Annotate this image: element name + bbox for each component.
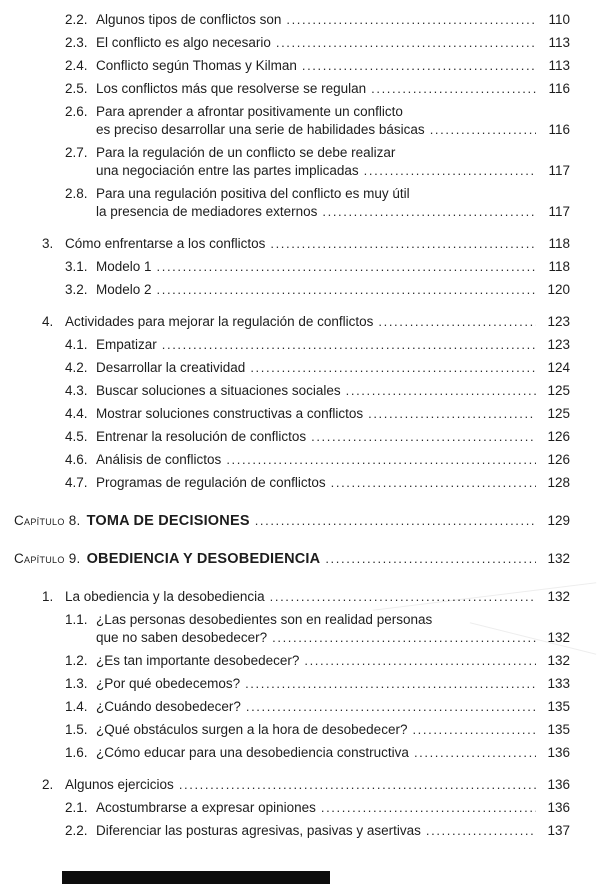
page-number: 125 xyxy=(547,406,570,421)
entry-title: El conflicto es algo necesario xyxy=(96,35,271,50)
dot-leader xyxy=(368,405,536,423)
page-number: 136 xyxy=(547,777,570,792)
dot-leader xyxy=(245,675,536,693)
page-number: 117 xyxy=(548,204,570,219)
entry-title: ¿Las personas desobedientes son en realidad personas xyxy=(96,612,433,627)
entry-number: 4.6. xyxy=(65,452,88,467)
toc-entry xyxy=(65,359,570,377)
entry-title: Entrenar la resolución de conflictos xyxy=(96,429,307,444)
toc-entry xyxy=(65,103,570,139)
dot-leader xyxy=(270,235,536,253)
dot-leader xyxy=(331,474,536,492)
toc-entry xyxy=(65,675,570,693)
toc-chapter-entry xyxy=(14,550,570,568)
toc-entry xyxy=(65,451,570,469)
entry-title: La obediencia y la desobediencia xyxy=(65,589,265,604)
page-number: 132 xyxy=(547,589,570,604)
page-number: 132 xyxy=(547,630,570,645)
dot-leader xyxy=(426,822,536,840)
toc-entry xyxy=(65,57,570,75)
entry-number: 4.7. xyxy=(65,475,88,490)
entry-number: 1.2. xyxy=(65,653,88,668)
page-number: 126 xyxy=(547,429,570,444)
entry-number: 2.6. xyxy=(65,104,88,119)
entry-title: Diferenciar las posturas agresivas, pasivas y asertivas xyxy=(96,823,421,838)
dot-leader xyxy=(162,336,536,354)
entry-title: Conflicto según Thomas y Kilman xyxy=(96,58,297,73)
chapter-title: OBEDIENCIA Y DESOBEDIENCIA xyxy=(86,551,321,567)
entry-number: 2.2. xyxy=(65,12,88,27)
entry-number: 1.4. xyxy=(65,699,88,714)
dot-leader xyxy=(270,588,536,606)
entry-number: 3.1. xyxy=(65,259,88,274)
page-number: 132 xyxy=(547,653,570,668)
dot-leader xyxy=(157,281,536,299)
toc-entry xyxy=(65,336,570,354)
entry-number: 4.2. xyxy=(65,360,88,375)
entry-title: ¿Es tan importante desobedecer? xyxy=(96,653,300,668)
entry-title: Los conflictos más que resolverse se regulan xyxy=(96,81,367,96)
page-number: 118 xyxy=(548,236,570,251)
toc-entry xyxy=(65,281,570,299)
toc-entry xyxy=(65,474,570,492)
toc-list xyxy=(14,11,570,840)
page-number: 126 xyxy=(547,452,570,467)
entry-number: 1. xyxy=(42,589,54,604)
entry-title: ¿Por qué obedecemos? xyxy=(96,676,241,691)
entry-title: ¿Cómo educar para una desobediencia constructiva xyxy=(96,745,409,760)
entry-number: 1.5. xyxy=(65,722,88,737)
toc-entry xyxy=(65,258,570,276)
dot-leader xyxy=(286,11,536,29)
dot-leader xyxy=(412,721,536,739)
entry-title: Análisis de conflictos xyxy=(96,452,222,467)
dot-leader xyxy=(325,550,536,568)
page-number: 123 xyxy=(547,337,570,352)
page-number: 136 xyxy=(547,800,570,815)
dot-leader xyxy=(272,629,536,647)
entry-number: 3.2. xyxy=(65,282,88,297)
page-number: 129 xyxy=(547,513,570,528)
entry-title: una negociación entre las partes implicadas xyxy=(96,163,359,178)
entry-title: Mostrar soluciones constructivas a conflictos xyxy=(96,406,364,421)
toc-entry xyxy=(65,185,570,221)
page-number: 110 xyxy=(548,12,570,27)
entry-title: Modelo 2 xyxy=(96,282,152,297)
toc-entry xyxy=(65,80,570,98)
toc-entry xyxy=(42,235,570,253)
entry-number: 2.7. xyxy=(65,145,88,160)
toc-entry xyxy=(65,799,570,817)
entry-number: 2.5. xyxy=(65,81,88,96)
chapter-prefix: Capítulo 8. xyxy=(14,513,81,528)
entry-title: Para una regulación positiva del conflicto es muy útil xyxy=(96,186,410,201)
dot-leader xyxy=(378,313,536,331)
footer-scan-bar xyxy=(62,871,330,884)
entry-title: que no saben desobedecer? xyxy=(96,630,268,645)
toc-entry xyxy=(65,652,570,670)
dot-leader xyxy=(322,203,536,221)
toc-entry xyxy=(65,744,570,762)
entry-number: 2.3. xyxy=(65,35,88,50)
toc-entry xyxy=(65,698,570,716)
page-number: 120 xyxy=(547,282,570,297)
entry-number: 1.3. xyxy=(65,676,88,691)
toc-entry xyxy=(65,144,570,180)
chapter-prefix: Capítulo 9. xyxy=(14,551,81,566)
page-number: 135 xyxy=(547,699,570,714)
page-number: 117 xyxy=(548,163,570,178)
page-number: 136 xyxy=(547,745,570,760)
dot-leader xyxy=(276,34,536,52)
page-number: 116 xyxy=(548,122,570,137)
dot-leader xyxy=(226,451,536,469)
dot-leader xyxy=(414,744,536,762)
dot-leader xyxy=(430,121,536,139)
entry-title: Para la regulación de un conflicto se debe realizar xyxy=(96,145,396,160)
entry-title: Empatizar xyxy=(96,337,157,352)
entry-title: Algunos ejercicios xyxy=(65,777,174,792)
entry-title: Programas de regulación de conflictos xyxy=(96,475,326,490)
dot-leader xyxy=(302,57,536,75)
toc-entry xyxy=(65,382,570,400)
page-number: 125 xyxy=(547,383,570,398)
entry-title: Modelo 1 xyxy=(96,259,152,274)
page-number: 113 xyxy=(548,35,570,50)
entry-title: ¿Qué obstáculos surgen a la hora de desobedecer? xyxy=(96,722,408,737)
dot-leader xyxy=(321,799,536,817)
entry-number: 1.6. xyxy=(65,745,88,760)
page-number: 137 xyxy=(547,823,570,838)
entry-number: 2.4. xyxy=(65,58,88,73)
entry-number: 4.1. xyxy=(65,337,88,352)
entry-title: ¿Cuándo desobedecer? xyxy=(96,699,241,714)
page-number: 123 xyxy=(547,314,570,329)
page-number: 128 xyxy=(547,475,570,490)
entry-number: 2. xyxy=(42,777,54,792)
toc-entry xyxy=(42,313,570,331)
entry-number: 4.4. xyxy=(65,406,88,421)
page-number: 113 xyxy=(548,58,570,73)
entry-title: Buscar soluciones a situaciones sociales xyxy=(96,383,341,398)
entry-title: es preciso desarrollar una serie de habilidades básicas xyxy=(96,122,425,137)
dot-leader xyxy=(157,258,536,276)
page-number: 118 xyxy=(548,259,570,274)
toc-entry xyxy=(42,776,570,794)
entry-number: 2.1. xyxy=(65,800,88,815)
toc-entry xyxy=(65,721,570,739)
entry-title: Para aprender a afrontar positivamente un conflicto xyxy=(96,104,403,119)
toc-entry xyxy=(65,11,570,29)
entry-number: 4.3. xyxy=(65,383,88,398)
page-number: 124 xyxy=(547,360,570,375)
entry-title: Desarrollar la creatividad xyxy=(96,360,246,375)
entry-number: 2.8. xyxy=(65,186,88,201)
dot-leader xyxy=(364,162,536,180)
dot-leader xyxy=(179,776,536,794)
entry-title: Actividades para mejorar la regulación de conflictos xyxy=(65,314,374,329)
entry-title: la presencia de mediadores externos xyxy=(96,204,318,219)
toc-entry xyxy=(65,405,570,423)
dot-leader xyxy=(371,80,536,98)
page-number: 116 xyxy=(548,81,570,96)
entry-number: 4. xyxy=(42,314,54,329)
page-number: 132 xyxy=(547,551,570,566)
entry-title: Acostumbrarse a expresar opiniones xyxy=(96,800,316,815)
entry-title: Algunos tipos de conflictos son xyxy=(96,12,282,27)
dot-leader xyxy=(246,698,536,716)
entry-number: 1.1. xyxy=(65,612,88,627)
toc-entry xyxy=(65,428,570,446)
dot-leader xyxy=(311,428,536,446)
toc-entry xyxy=(65,34,570,52)
entry-title: Cómo enfrentarse a los conflictos xyxy=(65,236,266,251)
dot-leader xyxy=(255,512,536,530)
entry-number: 3. xyxy=(42,236,54,251)
chapter-title: TOMA DE DECISIONES xyxy=(86,513,250,529)
entry-number: 2.2. xyxy=(65,823,88,838)
toc-entry xyxy=(42,588,570,606)
dot-leader xyxy=(250,359,536,377)
dot-leader xyxy=(346,382,536,400)
toc-chapter-entry xyxy=(14,512,570,530)
page-number: 133 xyxy=(547,676,570,691)
page-number: 135 xyxy=(547,722,570,737)
entry-number: 4.5. xyxy=(65,429,88,444)
toc-entry xyxy=(65,822,570,840)
dot-leader xyxy=(304,652,536,670)
